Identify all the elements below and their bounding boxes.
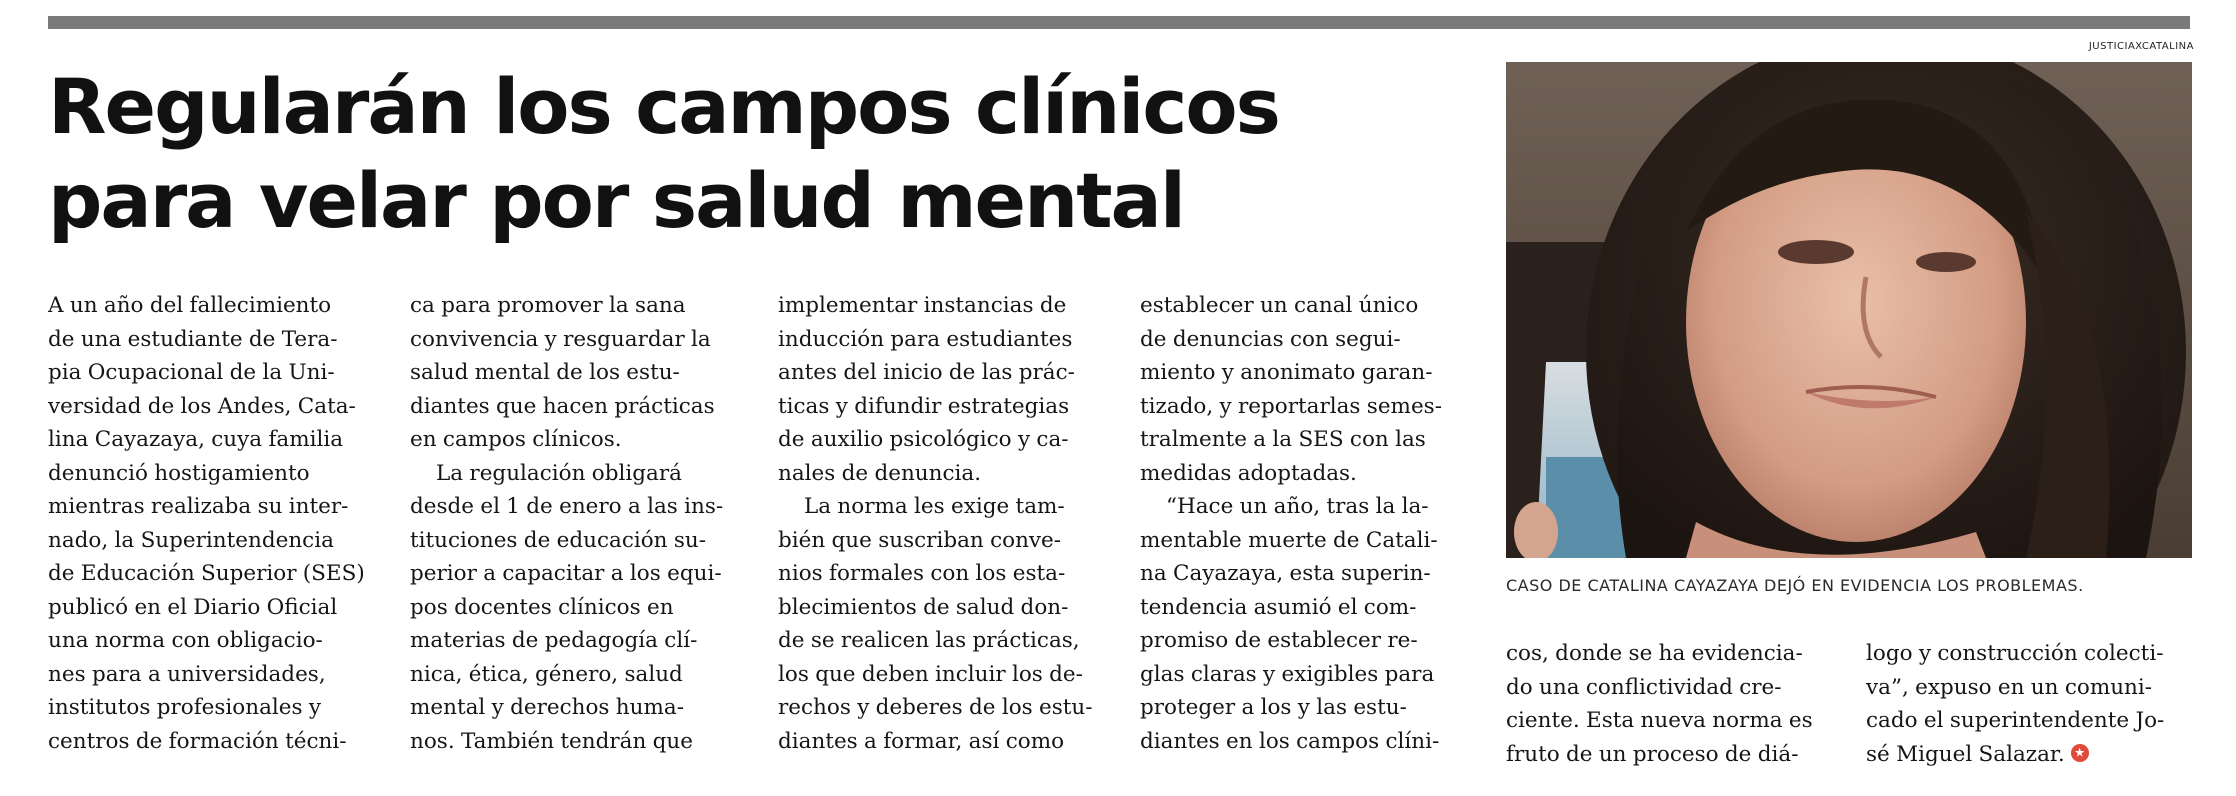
- body-line: fruto de un proceso de diá-: [1506, 741, 1799, 767]
- body-line: na Cayazaya, esta superin-: [1140, 561, 1431, 586]
- article-column-5: [1506, 637, 1836, 771]
- body-line: de auxilio psicológico y ca-: [778, 427, 1069, 452]
- body-line: nica, ética, género, salud: [410, 661, 683, 687]
- article-column-1: [48, 289, 378, 758]
- body-line: institutos profesionales y: [48, 695, 322, 720]
- body-line: diantes que hacen prácticas: [410, 393, 715, 419]
- article-column-6: [1866, 637, 2196, 771]
- body-line: nos. También tendrán que: [410, 728, 693, 754]
- body-line: tizado, y reportarlas semes-: [1140, 393, 1442, 419]
- body-line: ticas y difundir estrategias: [778, 393, 1070, 419]
- body-line: La norma les exige tam-: [804, 494, 1065, 519]
- last-line-text: sé Miguel Salazar.: [1866, 741, 2065, 767]
- body-line: logo y construcción colecti-: [1866, 641, 2164, 666]
- body-line: denunció hostigamiento: [48, 460, 310, 486]
- body-line: implementar instancias de: [778, 293, 1067, 318]
- body-line: proteger a los y las estu-: [1140, 695, 1407, 720]
- body-line: rechos y deberes de los estu-: [778, 695, 1093, 720]
- body-line: lina Cayazaya, cuya familia: [48, 427, 344, 452]
- body-line: A un año del fallecimiento: [48, 293, 332, 318]
- headline-line-1: Regularán los campos clínicos: [48, 62, 1279, 151]
- end-of-article-icon: [2071, 744, 2089, 762]
- body-line: promiso de establecer re-: [1140, 628, 1418, 653]
- body-line: ciente. Esta nueva norma es: [1506, 708, 1813, 733]
- body-line: centros de formación técni-: [48, 728, 347, 754]
- body-line: bién que suscriban conve-: [778, 527, 1062, 553]
- top-rule: [48, 16, 2190, 29]
- photo-credit: JUSTICIAXCATALINA: [2088, 41, 2194, 52]
- body-line: nes para a universidades,: [48, 661, 326, 687]
- body-line: diantes a formar, así como: [778, 728, 1065, 754]
- headline-line-2: para velar por salud mental: [48, 156, 1184, 245]
- body-line: en campos clínicos.: [410, 427, 622, 452]
- body-line: tituciones de educación su-: [410, 527, 707, 553]
- body-line: establecer un canal único: [1140, 293, 1419, 318]
- body-line: tendencia asumió el com-: [1140, 594, 1417, 620]
- body-line: una norma con obligacio-: [48, 628, 323, 653]
- photo-caption: CASO DE CATALINA CAYAZAYA DEJÓ EN EVIDENCIA LOS PROBLEMAS.: [1506, 576, 2084, 595]
- portrait-illustration: [1506, 62, 2192, 558]
- body-line: de se realicen las prácticas,: [778, 628, 1080, 653]
- body-line: [1866, 738, 2196, 772]
- body-line: pos docentes clínicos en: [410, 594, 674, 620]
- body-line: diantes en los campos clíni-: [1140, 728, 1440, 754]
- body-line: versidad de los Andes, Cata-: [48, 393, 356, 419]
- body-line: inducción para estudiantes: [778, 326, 1073, 352]
- body-line: materias de pedagogía clí-: [410, 628, 698, 653]
- body-line: blecimientos de salud don-: [778, 594, 1069, 620]
- body-line: va”, expuso en un comuni-: [1866, 674, 2153, 700]
- body-line: ca para promover la sana: [410, 293, 686, 318]
- body-line: antes del inicio de las prác-: [778, 360, 1075, 385]
- article-column-4: [1140, 289, 1470, 758]
- body-line: convivencia y resguardar la: [410, 326, 711, 352]
- portrait-photo: [1506, 62, 2192, 558]
- body-line: tralmente a la SES con las: [1140, 427, 1426, 452]
- body-line: nado, la Superintendencia: [48, 527, 334, 553]
- body-line: La regulación obligará: [436, 460, 682, 486]
- body-line: publicó en el Diario Oficial: [48, 594, 338, 620]
- headline: [48, 60, 1428, 248]
- body-line: salud mental de los estu-: [410, 360, 680, 385]
- body-line: do una conflictividad cre-: [1506, 674, 1782, 700]
- body-line: pia Ocupacional de la Uni-: [48, 360, 335, 385]
- body-line: nios formales con los esta-: [778, 561, 1066, 586]
- body-line: de denuncias con segui-: [1140, 326, 1401, 352]
- body-line: medidas adoptadas.: [1140, 460, 1357, 486]
- body-line: cado el superintendente Jo-: [1866, 708, 2165, 733]
- body-line: perior a capacitar a los equi-: [410, 561, 722, 586]
- article-column-3: [778, 289, 1108, 758]
- body-line: mientras realizaba su inter-: [48, 494, 349, 519]
- body-line: de Educación Superior (SES): [48, 561, 365, 586]
- body-line: nales de denuncia.: [778, 460, 982, 486]
- body-line: glas claras y exigibles para: [1140, 661, 1435, 687]
- body-line: desde el 1 de enero a las ins-: [410, 494, 724, 519]
- body-line: miento y anonimato garan-: [1140, 360, 1433, 385]
- body-line: los que deben incluir los de-: [778, 661, 1083, 687]
- body-line: mental y derechos huma-: [410, 695, 684, 720]
- body-line: mentable muerte de Catali-: [1140, 527, 1438, 553]
- article-column-2: [410, 289, 740, 758]
- body-line: de una estudiante de Tera-: [48, 326, 338, 352]
- body-line: cos, donde se ha evidencia-: [1506, 641, 1803, 666]
- body-line: “Hace un año, tras la la-: [1166, 494, 1429, 519]
